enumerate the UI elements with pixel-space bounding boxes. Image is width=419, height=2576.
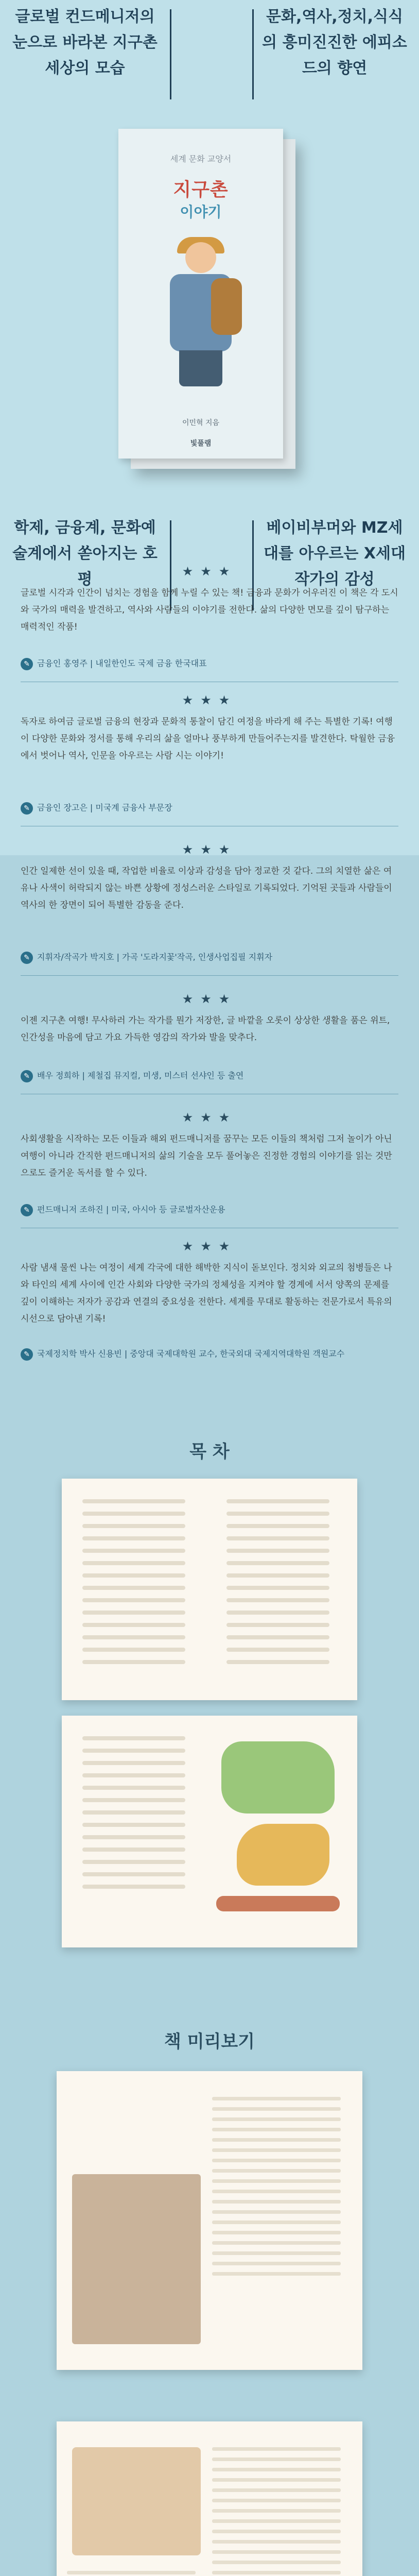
toc-line bbox=[82, 1573, 185, 1578]
text-line bbox=[212, 2148, 341, 2152]
text-line bbox=[212, 2097, 341, 2100]
toc-line bbox=[82, 1512, 185, 1516]
divider-line-left bbox=[170, 9, 171, 99]
book-publisher: 빛풀램 bbox=[190, 439, 212, 448]
toc-line bbox=[82, 1885, 185, 1889]
preview-page-left bbox=[67, 2087, 207, 2354]
text-line bbox=[212, 2262, 341, 2265]
toc-line bbox=[226, 1660, 329, 1664]
hero-tagline-right-bottom: 베이비부머와 MZ세대를 아우르는 X세대 작가의 감성 bbox=[264, 519, 406, 588]
text-line bbox=[212, 2117, 341, 2121]
text-line bbox=[212, 2231, 341, 2234]
toc-line bbox=[82, 1848, 185, 1852]
toc-line bbox=[226, 1598, 329, 1602]
divider-line-right bbox=[252, 9, 254, 99]
text-line bbox=[212, 2478, 341, 2482]
reviewer-text: 배우 정희하 | 제철집 뮤지컬, 미생, 미스터 선샤인 등 출연 bbox=[37, 1071, 244, 1080]
text-line bbox=[212, 2138, 341, 2142]
text-line bbox=[212, 2447, 341, 2451]
text-line bbox=[212, 2499, 341, 2502]
text-line bbox=[212, 2540, 341, 2544]
preview-title: 책 미리보기 bbox=[164, 2031, 255, 2052]
text-line bbox=[212, 2509, 341, 2513]
toc-map-collage bbox=[216, 1736, 340, 1917]
toc-line bbox=[82, 1810, 185, 1815]
hero-tagline-left-bottom: 학제, 금융계, 문화예술계에서 쏟아지는 호평 bbox=[12, 519, 158, 588]
toc-line bbox=[82, 1635, 185, 1639]
toc-line bbox=[82, 1773, 185, 1777]
toc-card-1 bbox=[62, 1479, 357, 1700]
review-text: 인간 일제한 선이 있을 때, 작업한 비율로 이상과 감성을 담아 정교한 것 같다. 그의 치열한 삶은 여유나 사색이 허락되지 않는 바쁜 상황에 정성스러운 스타일로 기록되었다. 기억된 곳들과 사람들이 역사의 한 장면이 되어 특별한 감동을 준다. bbox=[21, 866, 392, 910]
review-divider bbox=[21, 975, 398, 976]
book-subtitle: 이야기 bbox=[180, 204, 222, 221]
review-text: 이젠 지구촌 여행! 무사하러 가는 작가를 뭔가 저장한, 글 바깥을 오롯이 상상한 생활을 품은 위트, 인간성을 마음에 담고 가요 가득한 영감의 작가와 발을 맞추다. bbox=[21, 1015, 390, 1043]
backpack-shape bbox=[211, 278, 242, 335]
toc-page-left bbox=[72, 1499, 196, 1680]
review-text: 독자로 하여금 글로벌 금융의 현장과 문화적 통찰이 담긴 여정을 바라게 해 주는 특별한 기록! 여행이 다양한 문화와 정서를 통해 우리의 삶을 얼마나 풍부하게 만들어주는지를 발견한다. 탁월한 금융에서 벗어나 역사, 인문을 아우르는 사람 시는 이야기! bbox=[21, 717, 395, 761]
text-line bbox=[212, 2159, 341, 2162]
text-line bbox=[212, 2221, 341, 2224]
reviewer-credit bbox=[21, 951, 398, 964]
text-line bbox=[67, 2571, 196, 2574]
reviewer-credit bbox=[21, 801, 398, 815]
landmark-illustration bbox=[72, 2174, 201, 2344]
toc-line bbox=[82, 1536, 185, 1540]
toc-line bbox=[82, 1823, 185, 1827]
toc-line bbox=[82, 1524, 185, 1528]
preview-spread-1 bbox=[57, 2071, 362, 2370]
toc-line bbox=[226, 1586, 329, 1590]
text-line bbox=[212, 2519, 341, 2523]
toc-line bbox=[226, 1536, 329, 1540]
toc-line bbox=[226, 1611, 329, 1615]
text-line bbox=[212, 2530, 341, 2533]
reviewer-icon: ✎ bbox=[21, 802, 33, 815]
reviewer-icon: ✎ bbox=[21, 1204, 33, 1216]
toc-line bbox=[82, 1611, 185, 1615]
toc-line bbox=[82, 1798, 185, 1802]
toc-line bbox=[82, 1872, 185, 1876]
toc-line bbox=[82, 1786, 185, 1790]
toc-page-left bbox=[72, 1736, 196, 1917]
reviewer-text: 금융인 장고은 | 미국계 금융사 부문장 bbox=[37, 803, 172, 812]
map-shape bbox=[221, 1741, 335, 1814]
reviewer-credit bbox=[21, 1347, 398, 1361]
map-shape bbox=[237, 1824, 329, 1886]
text-line bbox=[212, 2550, 341, 2554]
text-line bbox=[212, 2190, 341, 2193]
toc-line bbox=[82, 1761, 185, 1765]
review-text: 사회생활을 시작하는 모든 이들과 해외 펀드매니저를 꿈꾸는 모든 이들의 책처럼 그저 놀이가 아닌 여행이 아니라 간직한 펀드매니저의 삶의 기술을 모두 풀어놓은 진정한 경험의 이야기를 읽는 것만으로도 즐거운 독서를 할 수 있다. bbox=[21, 1134, 392, 1178]
reviewer-icon: ✎ bbox=[21, 658, 33, 670]
text-line bbox=[212, 2571, 341, 2574]
toc-line bbox=[226, 1635, 329, 1639]
reviewer-text: 지휘자/작곡가 박지호 | 가곡 '도라지꽃'작곡, 인생사업집필 지휘자 bbox=[37, 952, 273, 962]
toc-line bbox=[226, 1573, 329, 1578]
book-front bbox=[118, 129, 283, 459]
text-line bbox=[212, 2200, 341, 2204]
book-cover bbox=[118, 129, 304, 479]
text-line bbox=[212, 2561, 341, 2564]
text-line bbox=[212, 2468, 341, 2471]
toc-page-right bbox=[216, 1499, 340, 1680]
preview-page-right bbox=[212, 2437, 352, 2576]
reviewer-credit bbox=[21, 657, 398, 670]
traveler-illustration bbox=[154, 242, 247, 386]
star-rating: ★★★ bbox=[182, 842, 237, 857]
legs-shape bbox=[179, 350, 222, 386]
text-line bbox=[212, 2169, 341, 2173]
reviewer-credit bbox=[21, 1203, 398, 1216]
toc-line bbox=[226, 1561, 329, 1565]
text-line bbox=[212, 2251, 341, 2255]
text-line bbox=[212, 2241, 341, 2245]
toc-line bbox=[226, 1512, 329, 1516]
toc-line bbox=[226, 1648, 329, 1652]
preview-spread-2 bbox=[57, 2421, 362, 2576]
text-line bbox=[212, 2210, 341, 2214]
hero-tagline-left: 글로벌 컨드메니저의 눈으로 바라본 지구촌 세상의 모습 bbox=[12, 8, 158, 77]
text-line bbox=[212, 2179, 341, 2183]
hero-tagline-right: 문화,역사,정치,식식의 흥미진진한 에피소드의 향연 bbox=[262, 8, 407, 77]
toc-line bbox=[82, 1749, 185, 1753]
toc-line bbox=[82, 1736, 185, 1740]
toc-line bbox=[82, 1549, 185, 1553]
star-rating: ★★★ bbox=[182, 564, 237, 579]
book-title: 지구촌 bbox=[173, 179, 229, 200]
toc-line bbox=[82, 1499, 185, 1503]
toc-card-2 bbox=[62, 1716, 357, 1947]
toc-line bbox=[82, 1660, 185, 1664]
toc-line bbox=[226, 1549, 329, 1553]
toc-line bbox=[82, 1598, 185, 1602]
toc-line bbox=[82, 1623, 185, 1627]
toc-line bbox=[82, 1860, 185, 1864]
reviewer-icon: ✎ bbox=[21, 1070, 33, 1082]
reviewer-text: 금융인 홍영주 | 내일한인도 국제 금융 한국대표 bbox=[37, 658, 207, 668]
text-line bbox=[212, 2488, 341, 2492]
reviewer-icon: ✎ bbox=[21, 952, 33, 964]
star-rating: ★★★ bbox=[182, 1110, 237, 1125]
head-shape bbox=[185, 242, 216, 273]
reviewer-icon: ✎ bbox=[21, 1348, 33, 1361]
text-line bbox=[212, 2272, 341, 2276]
star-rating: ★★★ bbox=[182, 693, 237, 707]
toc-line bbox=[82, 1835, 185, 1839]
text-line bbox=[212, 2107, 341, 2111]
preview-page-right bbox=[212, 2087, 352, 2354]
toc-line bbox=[82, 1586, 185, 1590]
book-author: 이민혁 지음 bbox=[182, 419, 220, 427]
text-line bbox=[212, 2458, 341, 2461]
reviewer-text: 국제정치학 박사 신용빈 | 중앙대 국제대학원 교수, 한국외대 국제지역대학원 객원교수 bbox=[37, 1349, 345, 1359]
toc-title: 목 차 bbox=[189, 1442, 230, 1462]
toc-line bbox=[82, 1648, 185, 1652]
preview-page-left bbox=[67, 2437, 207, 2576]
toc-line bbox=[82, 1561, 185, 1565]
reviewer-credit bbox=[21, 1069, 398, 1082]
toc-line bbox=[226, 1499, 329, 1503]
palace-illustration bbox=[72, 2447, 201, 2555]
review-text: 사람 냄새 물씬 나는 여정이 세계 각국에 대한 해박한 지식이 돋보인다. 정치와 외교의 첨병들은 나와 타인의 세계 사이에 인간 사회와 다양한 국가의 정체성을 지켜야 할 경계에 서서 양쪽의 문제를 깊이 이해하는 저자가 공감과 연결의 중요성을 전한다. 세계를 무대로 활동하는 전문가로서 특유의 시선으로 담아낸 기록! bbox=[21, 1263, 392, 1324]
toc-line bbox=[226, 1524, 329, 1528]
review-text: 글로벌 시각과 인간이 넘치는 경험을 함께 누릴 수 있는 책! 금융과 문화가 어우러진 이 책은 각 도시와 국가의 매력을 발견하고, 역사와 사람들의 이야기를 전한다. 삶의 다양한 면모를 깊이 탐구하는 매력적인 작품! bbox=[21, 588, 398, 632]
map-shape bbox=[216, 1896, 340, 1911]
toc-line bbox=[226, 1623, 329, 1627]
reviewer-text: 펀드매니저 조하진 | 미국, 아시아 등 글로벌자산운용 bbox=[37, 1205, 225, 1214]
book-series: 세계 문화 교양서 bbox=[170, 154, 232, 164]
star-rating: ★★★ bbox=[182, 1239, 237, 1253]
text-line bbox=[212, 2128, 341, 2131]
star-rating: ★★★ bbox=[182, 992, 237, 1006]
